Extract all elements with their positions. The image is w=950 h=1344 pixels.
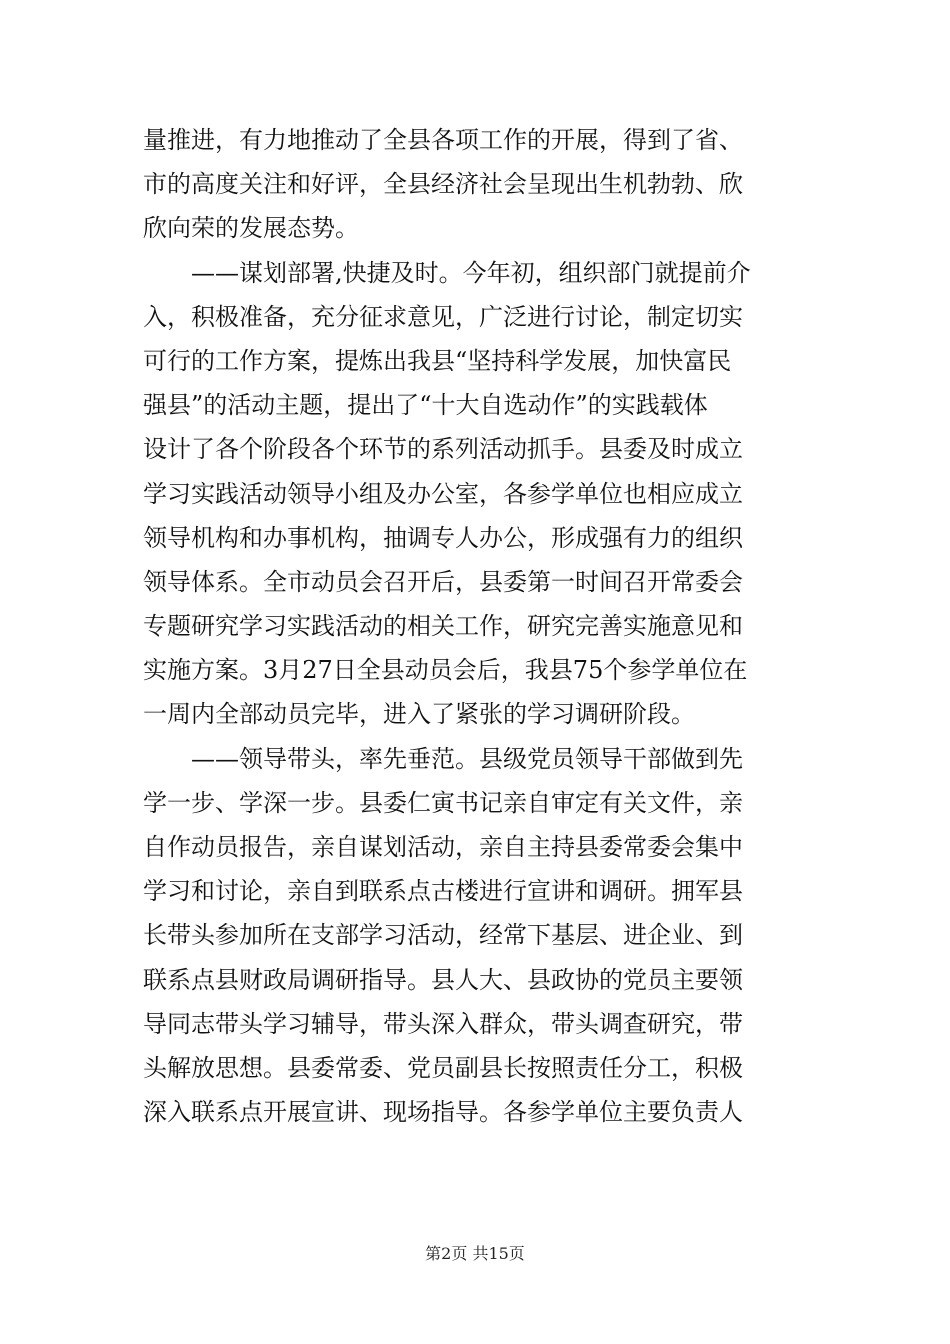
text-line: 强县”的活动主题，提出了“十大自选动作”的实践载体 — [143, 391, 708, 420]
text-line: 学一步、学深一步。县委仁寅书记亲自审定有关文件，亲 — [143, 788, 743, 817]
text-line: 可行的工作方案，提炼出我县“坚持科学发展，加快富民 — [143, 346, 732, 375]
text-line: 设计了各个阶段各个环节的系列活动抓手。县委及时成立 — [143, 435, 743, 464]
text-line: 联系点县财政局调研指导。县人大、县政协的党员主要领 — [143, 965, 743, 994]
text-line: 学习和讨论，亲自到联系点古楼进行宣讲和调研。拥军县 — [143, 877, 743, 906]
text-line: 市的高度关注和好评，全县经济社会呈现出生机勃勃、欣 — [143, 170, 743, 199]
text-line: 入，积极准备，充分征求意见，广泛进行讨论，制定切实 — [143, 302, 743, 331]
text-line: 导同志带头学习辅导，带头深入群众，带头调查研究，带 — [143, 1009, 743, 1038]
text-line: 自作动员报告，亲自谋划活动，亲自主持县委常委会集中 — [143, 833, 743, 861]
text-line: 头解放思想。县委常委、党员副县长按照责任分工，积极 — [143, 1053, 743, 1082]
text-line: 长带头参加所在支部学习活动，经常下基层、进企业、到 — [143, 921, 743, 950]
text-line: 领导体系。全市动员会召开后，县委第一时间召开常委会 — [143, 567, 743, 596]
text-line: 欣向荣的发展态势。 — [143, 214, 359, 243]
text-line: ——领导带头，率先垂范。县级党员领导干部做到先 — [143, 744, 743, 773]
text-line: 量推进，有力地推动了全县各项工作的开展，得到了省、 — [143, 126, 743, 154]
document-body — [143, 118, 808, 1134]
text-line: 一周内全部动员完毕，进入了紧张的学习调研阶段。 — [143, 700, 695, 729]
text-line: 专题研究学习实践活动的相关工作，研究完善实施意见和 — [143, 612, 743, 641]
page-number-footer: 第2页 共15页 — [425, 1244, 525, 1263]
text-line: ——谋划部署,快捷及时。今年初，组织部门就提前介 — [143, 258, 751, 287]
text-line: 实施方案。3月27日全县动员会后，我县75个参学单位在 — [143, 656, 748, 685]
text-line: 学习实践活动领导小组及办公室，各参学单位也相应成立 — [143, 479, 743, 508]
text-line: 领导机构和办事机构，抽调专人办公，形成强有力的组织 — [143, 523, 743, 552]
text-line: 深入联系点开展宣讲、现场指导。各参学单位主要负责人 — [143, 1098, 743, 1127]
